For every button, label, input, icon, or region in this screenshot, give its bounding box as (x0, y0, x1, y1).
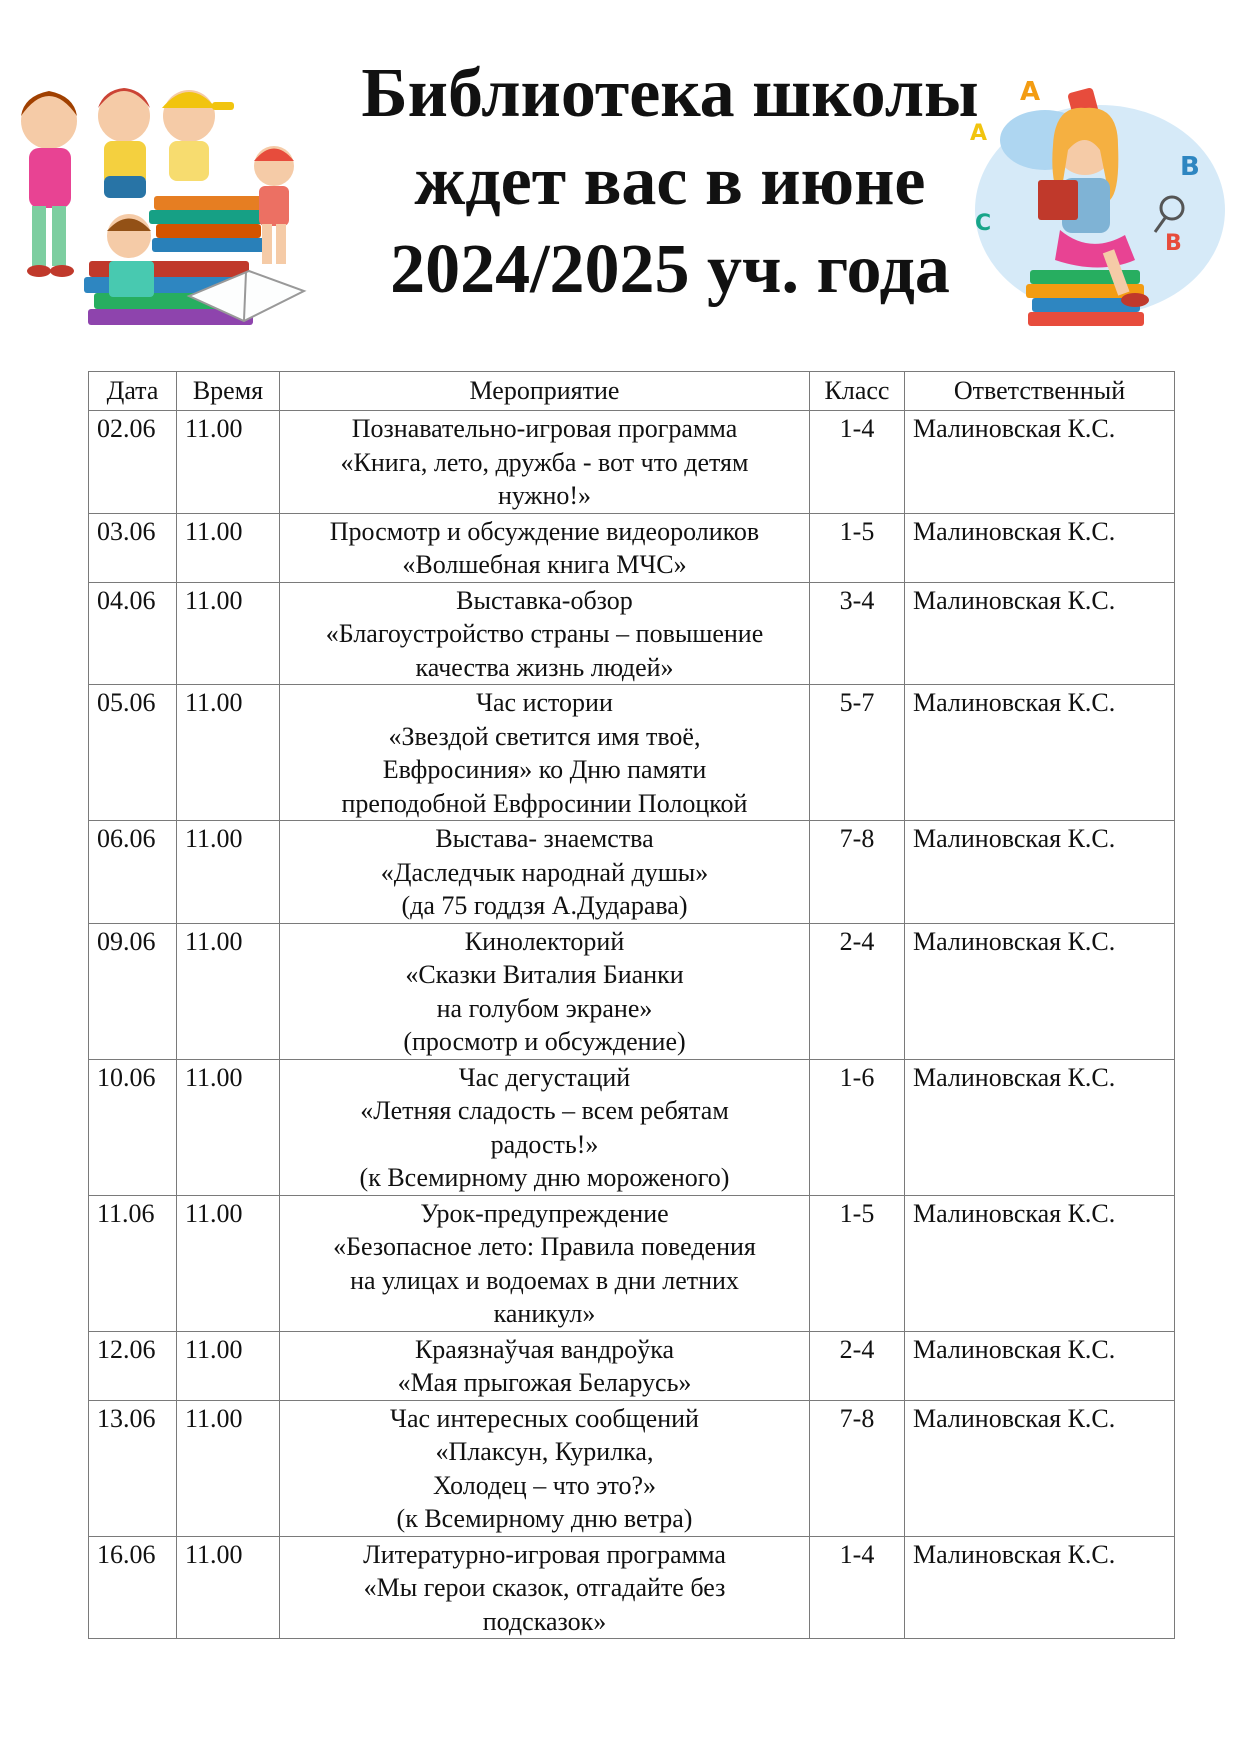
event-responsible: Малиновская К.С. (905, 1536, 1175, 1639)
event-description-line: Евфросиния» ко Дню памяти (382, 755, 707, 784)
event-date: 06.06 (89, 821, 177, 924)
event-description (280, 1400, 810, 1536)
event-grade: 2-4 (810, 923, 905, 1059)
event-description-line: на голубом экране» (436, 993, 653, 1023)
event-responsible: Малиновская К.С. (905, 923, 1175, 1059)
event-description (280, 513, 810, 582)
event-description-line: на улицах и водоемах в дни летних (350, 1265, 739, 1295)
event-description-line: «Безопасное лето: Правила поведения (333, 1232, 756, 1261)
event-description-line: «Звездой светится имя твоё, (388, 721, 701, 751)
event-description-line: «Даследчык народнай душы» (380, 857, 709, 887)
table-row (89, 1195, 1175, 1331)
event-date: 02.06 (89, 411, 177, 514)
table-row (89, 685, 1175, 821)
event-grade: 1-4 (810, 411, 905, 514)
event-time: 11.00 (177, 411, 280, 514)
event-time: 11.00 (177, 1331, 280, 1400)
svg-text:A: A (1020, 77, 1041, 107)
column-header-date: Дата (89, 372, 177, 411)
event-description-line: «Волшебная книга МЧС» (402, 550, 687, 579)
event-description-line: (к Всемирному дню мороженого) (359, 1163, 730, 1192)
column-header-event: Мероприятие (280, 372, 810, 411)
event-grade: 7-8 (810, 821, 905, 924)
event-responsible: Малиновская К.С. (905, 821, 1175, 924)
event-description-line: Час истории (476, 688, 613, 717)
event-description-line: Холодец – что это?» (432, 1470, 657, 1500)
event-time: 11.00 (177, 1400, 280, 1536)
event-description (280, 1536, 810, 1639)
event-description-line: Познавательно-игровая программа (351, 414, 738, 443)
svg-text:B: B (1180, 152, 1200, 182)
event-responsible: Малиновская К.С. (905, 685, 1175, 821)
event-date: 03.06 (89, 513, 177, 582)
event-description-line: нужно!» (497, 481, 592, 510)
children-reading-books-illustration (4, 46, 334, 341)
event-date: 04.06 (89, 582, 177, 685)
table-row (89, 1331, 1175, 1400)
event-date: 10.06 (89, 1059, 177, 1195)
table-row (89, 411, 1175, 514)
event-time: 11.00 (177, 1536, 280, 1639)
event-description-line: Литературно-игровая программа (363, 1539, 726, 1569)
svg-text:C: C (975, 211, 992, 236)
event-description-line: (просмотр и обсуждение) (403, 1027, 686, 1056)
event-time: 11.00 (177, 513, 280, 582)
event-description-line: Час дегустаций (458, 1062, 631, 1092)
event-date: 16.06 (89, 1536, 177, 1639)
table-row (89, 1059, 1175, 1195)
event-grade: 2-4 (810, 1331, 905, 1400)
event-description-line: Кинолекторий (464, 926, 625, 956)
title-line-1: Библиотека школы (361, 55, 979, 132)
event-description-line: радость!» (490, 1129, 599, 1159)
event-description-line: (к Всемирному дню ветра) (396, 1504, 693, 1533)
column-header-grade: Класс (810, 372, 905, 411)
event-description (280, 582, 810, 685)
table-row (89, 582, 1175, 685)
event-grade: 1-6 (810, 1059, 905, 1195)
event-description-line: Просмотр и обсуждение видеороликов (329, 516, 760, 546)
event-description-line: «Книга, лето, дружба - вот что детям (340, 447, 749, 477)
table-row (89, 1536, 1175, 1639)
table-row (89, 1400, 1175, 1536)
event-responsible: Малиновская К.С. (905, 513, 1175, 582)
event-grade: 1-5 (810, 513, 905, 582)
event-responsible: Малиновская К.С. (905, 582, 1175, 685)
event-description-line: «Летняя сладость – всем ребятам (360, 1096, 729, 1125)
event-time: 11.00 (177, 582, 280, 685)
event-description (280, 685, 810, 821)
event-grade: 7-8 (810, 1400, 905, 1536)
event-description-line: качества жизнь людей» (415, 652, 674, 682)
event-date: 11.06 (89, 1195, 177, 1331)
schedule-table (88, 371, 1175, 1639)
event-description-line: «Плаксун, Курилка, (435, 1437, 654, 1466)
event-description (280, 821, 810, 924)
event-description-line: Выставка-обзор (456, 585, 633, 615)
event-description (280, 923, 810, 1059)
title-line-3: 2024/2025 уч. года (390, 231, 950, 308)
event-date: 05.06 (89, 685, 177, 821)
event-description-line: «Мая прыгожая Беларусь» (397, 1368, 692, 1397)
event-description-line: «Сказки Виталия Бианки (405, 960, 684, 989)
table-header-row (89, 372, 1175, 411)
event-responsible: Малиновская К.С. (905, 411, 1175, 514)
event-time: 11.00 (177, 1195, 280, 1331)
event-description (280, 1331, 810, 1400)
column-header-responsible: Ответственный (905, 372, 1175, 411)
table-row (89, 923, 1175, 1059)
page-title (320, 50, 1020, 314)
event-description-line: преподобной Евфросинии Полоцкой (341, 788, 748, 818)
event-time: 11.00 (177, 923, 280, 1059)
event-responsible: Малиновская К.С. (905, 1331, 1175, 1400)
event-time: 11.00 (177, 1059, 280, 1195)
column-header-time: Время (177, 372, 280, 411)
event-responsible: Малиновская К.С. (905, 1059, 1175, 1195)
event-responsible: Малиновская К.С. (905, 1195, 1175, 1331)
event-time: 11.00 (177, 685, 280, 821)
event-grade: 1-4 (810, 1536, 905, 1639)
event-description (280, 1195, 810, 1331)
svg-text:B: B (1165, 231, 1182, 256)
event-grade: 1-5 (810, 1195, 905, 1331)
event-date: 12.06 (89, 1331, 177, 1400)
table-row (89, 513, 1175, 582)
event-date: 09.06 (89, 923, 177, 1059)
event-description (280, 1059, 810, 1195)
event-description-line: каникул» (493, 1299, 596, 1328)
event-date: 13.06 (89, 1400, 177, 1536)
event-grade: 5-7 (810, 685, 905, 821)
event-description-line: Выстава- знаемства (435, 824, 654, 853)
event-description-line: Час интересных сообщений (390, 1403, 699, 1433)
event-description-line: «Мы герои сказок, отгадайте без (363, 1573, 726, 1602)
event-description-line: Урок-предупреждение (420, 1198, 669, 1228)
event-description-line: Краязнаўчая вандроўка (414, 1334, 675, 1364)
event-responsible: Малиновская К.С. (905, 1400, 1175, 1536)
event-grade: 3-4 (810, 582, 905, 685)
event-time: 11.00 (177, 821, 280, 924)
event-description-line: «Благоустройство страны – повышение (325, 619, 764, 648)
event-description-line: (да 75 годдзя А.Дударава) (401, 891, 688, 920)
title-line-2: ждет вас в июне (414, 143, 926, 220)
event-description (280, 411, 810, 514)
table-row (89, 821, 1175, 924)
event-description-line: подсказок» (482, 1606, 607, 1636)
svg-text:A: A (970, 121, 988, 146)
